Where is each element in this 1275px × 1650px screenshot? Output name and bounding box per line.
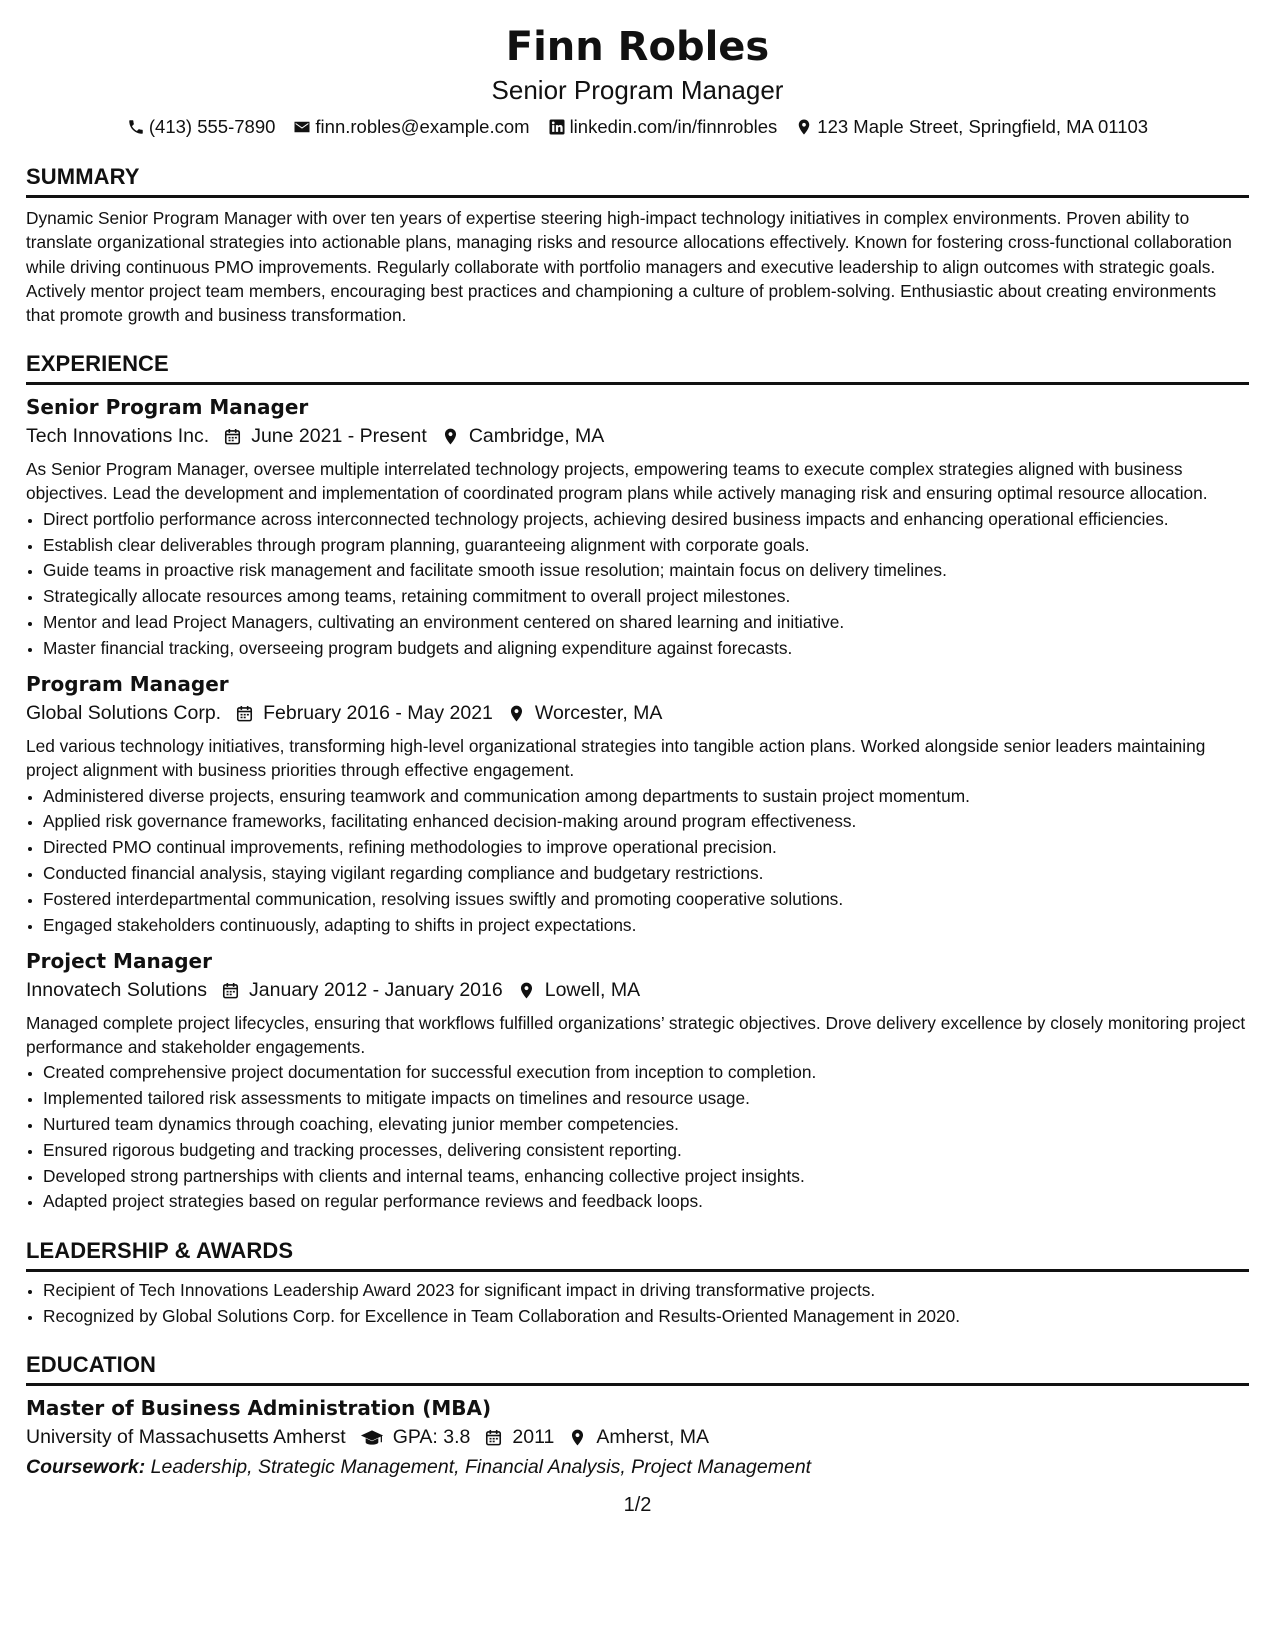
candidate-name: Finn Robles [505,24,770,70]
coursework [26,1452,1249,1482]
job-bullets [26,1061,1249,1213]
job-location: Worcester, MA [507,698,663,728]
job-bullets [26,508,1249,660]
phone-text: (413) 555-7890 [148,116,276,137]
awards-section [26,1238,1249,1328]
list-item: • Nurtured team dynamics through coaching, elevating junior member competencies. [43,1113,1249,1137]
education-entry [26,1394,1249,1482]
list-item: • Conducted financial analysis, staying vigilant regarding compliance and budgetary restrictions. [43,862,1249,886]
list-item: • Master financial tracking, overseeing program budgets and aligning expenditure against forecasts. [43,637,1249,661]
job-title: Program Manager [26,672,229,697]
map-pin-icon [517,981,536,1000]
job-meta [26,975,1249,1005]
map-pin-icon [795,118,813,136]
map-pin-icon [568,1428,587,1447]
list-item: • Recipient of Tech Innovations Leadership Award 2023 for significant impact in driving transformative projects. [43,1279,1249,1303]
resume-page [26,0,1249,1482]
calendar-icon [235,704,254,723]
section-title: EXPERIENCE [26,351,1249,385]
coursework-label: Coursework: [26,1456,146,1479]
job-meta [26,421,1249,451]
list-item: • Fostered interdepartmental communication, resolving issues swiftly and promoting cooperative solutions. [43,888,1249,912]
gpa: GPA: 3.8 [360,1422,471,1452]
job-entry [26,947,1249,1214]
list-item: • Administered diverse projects, ensuring teamwork and communication among departments to sustain project momentum. [43,785,1249,809]
section-title: EDUCATION [26,1352,1249,1386]
list-item: • Strategically allocate resources among teams, retaining commitment to overall project milestones. [43,585,1249,609]
section-title: LEADERSHIP & AWARDS [26,1238,1249,1272]
job-dates: January 2012 - January 2016 [221,975,503,1005]
address-text: 123 Maple Street, Springfield, MA 01103 [817,116,1149,137]
contact-phone[interactable] [127,116,276,138]
page-number: 1/2 [623,1494,652,1516]
job-dates: June 2021 - Present [223,421,427,451]
list-item: • Engaged stakeholders continuously, adapting to shifts in project expectations. [43,914,1249,938]
list-item: • Created comprehensive project documentation for successful execution from inception to completion. [43,1061,1249,1085]
job-title: Project Manager [26,949,212,974]
list-item: • Implemented tailored risk assessments to mitigate impacts on timelines and resource usage. [43,1087,1249,1111]
summary-section [26,164,1249,327]
coursework-text: Leadership, Strategic Management, Financial Analysis, Project Management [150,1456,812,1479]
awards-list [26,1279,1249,1328]
degree-title: Master of Business Administration (MBA) [26,1396,492,1421]
job-dates: February 2016 - May 2021 [235,698,493,728]
calendar-icon [221,981,240,1000]
job-meta [26,698,1249,728]
list-item: • Establish clear deliverables through program planning, guaranteeing alignment with corporate goals. [43,534,1249,558]
experience-section [26,351,1249,1213]
list-item: • Applied risk governance frameworks, facilitating enhanced decision-making around program effectiveness. [43,810,1249,834]
education-section [26,1352,1249,1482]
education-meta [26,1422,1249,1452]
company: Global Solutions Corp. [26,702,222,725]
map-pin-icon [507,704,526,723]
list-item: • Developed strong partnerships with clients and internal teams, enhancing collective project insights. [43,1165,1249,1189]
candidate-headline: Senior Program Manager [491,75,784,105]
map-pin-icon [441,427,460,446]
contact-bar [26,116,1249,138]
job-description: Led various technology initiatives, transforming high-level organizational strategies into tangible action plans. Worked alongside senior leaders maintaining project alignment with business priorities through effective engagement. [26,736,1206,780]
section-title: SUMMARY [26,164,1249,198]
job-location: Cambridge, MA [441,421,604,451]
summary-text: Dynamic Senior Program Manager with over ten years of expertise steering high-impact technology initiatives in complex environments. Proven ability to translate organizational strategies into actionable plans, managing risks and resource allocations effectively. Known for fostering cross-functional collaboration while driving continuous PMO improvements. Regularly collaborate with portfolio managers and executive leadership to align outcomes with strategic goals. Actively mentor project team members, encouraging best practices and championing a culture of problem-solving. Enthusiastic about creating environments that promote growth and business transformation. [26,208,1232,326]
calendar-icon [484,1428,503,1447]
job-location: Lowell, MA [517,975,640,1005]
list-item: • Direct portfolio performance across interconnected technology projects, achieving desired business impacts and enhancing operational efficiencies. [43,508,1249,532]
list-item: • Adapted project strategies based on regular performance reviews and feedback loops. [43,1190,1249,1214]
company: Innovatech Solutions [26,979,208,1002]
contact-address [795,116,1148,138]
job-title: Senior Program Manager [26,395,309,420]
contact-email[interactable] [293,116,529,138]
list-item: • Directed PMO continual improvements, refining methodologies to improve operational precision. [43,836,1249,860]
school-name: University of Massachusetts Amherst [26,1426,346,1449]
list-item: • Guide teams in proactive risk management and facilitate smooth issue resolution; maintain focus on delivery timelines. [43,559,1249,583]
phone-icon [127,118,145,136]
list-item: • Ensured rigorous budgeting and tracking processes, delivering consistent reporting. [43,1139,1249,1163]
company: Tech Innovations Inc. [26,425,210,448]
graduation-cap-icon [360,1428,384,1447]
linkedin-icon [548,118,566,136]
graduation-year: 2011 [484,1422,554,1452]
linkedin-text: linkedin.com/in/finnrobles [569,116,778,137]
list-item: • Recognized by Global Solutions Corp. for Excellence in Team Collaboration and Results-Oriented Management in 2020. [43,1305,1249,1329]
calendar-icon [223,427,242,446]
education-location: Amherst, MA [568,1422,709,1452]
job-entry [26,670,1249,937]
envelope-icon [293,118,311,136]
email-text: finn.robles@example.com [315,116,530,137]
job-bullets [26,785,1249,937]
list-item: • Mentor and lead Project Managers, cultivating an environment centered on shared learning and initiative. [43,611,1249,635]
job-description: As Senior Program Manager, oversee multiple interrelated technology projects, empowering teams to execute complex strategies aligned with business objectives. Lead the development and implementation of coordinated program plans while actively managing risk and ensuring optimal resource allocation. [26,459,1208,503]
job-entry [26,393,1249,660]
resume-header [26,0,1249,138]
contact-linkedin[interactable] [548,116,778,138]
job-description: Managed complete project lifecycles, ensuring that workflows fulfilled organizations’ strategic objectives. Drove delivery excellence by closely monitoring project performance and stakeholder engagements. [26,1013,1246,1057]
